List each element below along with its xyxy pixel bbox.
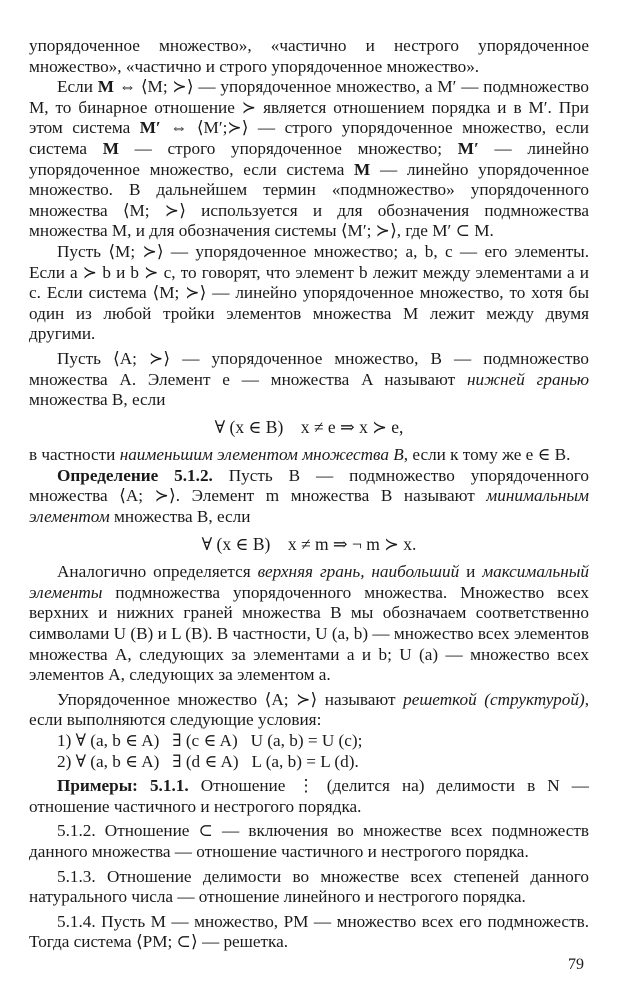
text: Если <box>57 77 98 97</box>
paragraph-continuation: упорядоченное множество», «частично и нестрого упорядоченное множество», «частично и строго упорядоченное множество». <box>29 36 589 76</box>
text: , если к тому же e ∈ B. <box>403 445 571 465</box>
example-5-1-4: 5.1.4. Пусть M — множество, PM — множество всех его подмножеств. Тогда система ⟨PM; ⊂⟩ — решетка. <box>29 911 589 952</box>
text: Отношение ⋮ (делится на) делимости в N — отношение частичного и нестрогого порядка. <box>29 776 589 816</box>
text: Аналогично определяется <box>57 562 258 582</box>
example-5-1-3: 5.1.3. Отношение делимости во множестве всех степеней данного натурального числа — отношение линейного и нестрогого порядка. <box>29 866 589 907</box>
paragraph-lattice <box>29 690 589 731</box>
term: наименьшим элементом множества B <box>119 445 404 465</box>
lattice-condition-2: 2) ∀ (a, b ∈ A) ∃ (d ∈ A) L (a, b) = L (d). <box>57 751 359 771</box>
bold-symbol: M′ <box>457 138 479 158</box>
bold-symbol: M <box>354 159 371 179</box>
text: подмножества упорядоченного множества. Множество всех верхних и нижних граней множества B мы обозначаем соответственно символами U (B) и L (B). В частности, U (a, b) — множество всех элементов множества A, следующих за элементами a и b; U (a) — множество всех элементов A, следующих за элементом a. <box>29 582 589 685</box>
text: множества B, если <box>109 507 251 527</box>
formula-minimal-element: ∀ (x ∈ B) x ≠ m ⇒ ¬ m ≻ x. <box>201 533 417 554</box>
paragraph-upper-bounds <box>29 562 589 686</box>
term: нижней гранью <box>466 369 590 389</box>
definition-label: Определение 5.1.2. <box>57 465 213 485</box>
text: ⇔ ⟨M′;≻⟩ — строго упорядоченное множество, если система <box>29 118 589 158</box>
examples-label: Примеры: 5.1.1. <box>57 776 189 796</box>
example-5-1-1 <box>29 776 589 817</box>
text: — линейно упорядоченное множество. В дальнейшем термин «подмножество» упорядоченного множества ⟨M; ≻⟩ используется и для обозначения подмножества множества M, и для обозначения системы ⟨M′; ≻⟩, где M′ ⊂ M. <box>29 159 589 241</box>
example-5-1-2: 5.1.2. Отношение ⊂ — включения во множестве всех подмножеств данного множества — отношение частичного и нестрогого порядка. <box>29 821 589 861</box>
term: максимальный элементы <box>29 562 589 602</box>
term: минимальным элементом <box>29 486 589 527</box>
term: верхняя грань, наибольший <box>257 562 460 582</box>
paragraph-lower-bound <box>29 349 589 411</box>
text: — линейно упорядоченное множество, если система <box>29 138 590 179</box>
text: и <box>459 562 483 582</box>
bold-symbol: M′ <box>139 118 161 138</box>
text: — строго упорядоченное множество; <box>118 138 458 158</box>
bold-symbol: M <box>102 138 119 158</box>
bold-symbol: M <box>97 77 114 97</box>
paragraph-least-element <box>29 445 589 466</box>
text: в частности <box>29 445 120 465</box>
term: решеткой (структурой) <box>403 689 585 709</box>
text: множества B, если <box>29 390 166 410</box>
definition-5-1-2 <box>29 466 589 528</box>
text: Пусть B — подмножество упорядоченного множества ⟨A; ≻⟩. Элемент m множества B называют <box>29 465 589 506</box>
formula-lower-bound: ∀ (x ∈ B) x ≠ e ⇒ x ≻ e, <box>214 416 404 437</box>
text: Упорядоченное множество ⟨A; ≻⟩ называют <box>57 689 404 709</box>
page-number: 79 <box>568 956 584 973</box>
paragraph-between: Пусть ⟨M; ≻⟩ — упорядоченное множество; a, b, c — его элементы. Если a ≻ b и b ≻ c, то говорят, что элемент b лежит между элементами a и c. Если система ⟨M; ≻⟩ — линейно упорядоченное множество, то хотя бы один из любой тройки элементов множества M лежит между двумя другими. <box>29 241 589 344</box>
text: , если выполняются следующие условия: <box>29 689 589 730</box>
page-body <box>29 36 589 953</box>
paragraph-subset-definition <box>29 77 589 242</box>
text: Пусть ⟨A; ≻⟩ — упорядоченное множество, B — подмножество множества A. Элемент e — множества A называют <box>29 348 589 389</box>
text: ⇔ ⟨M; ≻⟩ — упорядоченное множество, а M′ — подмножество M, то бинарное отношение ≻ является отношением порядка и в M′. При этом система <box>29 77 589 138</box>
lattice-condition-1: 1) ∀ (a, b ∈ A) ∃ (c ∈ A) U (a, b) = U (c); <box>57 731 363 750</box>
